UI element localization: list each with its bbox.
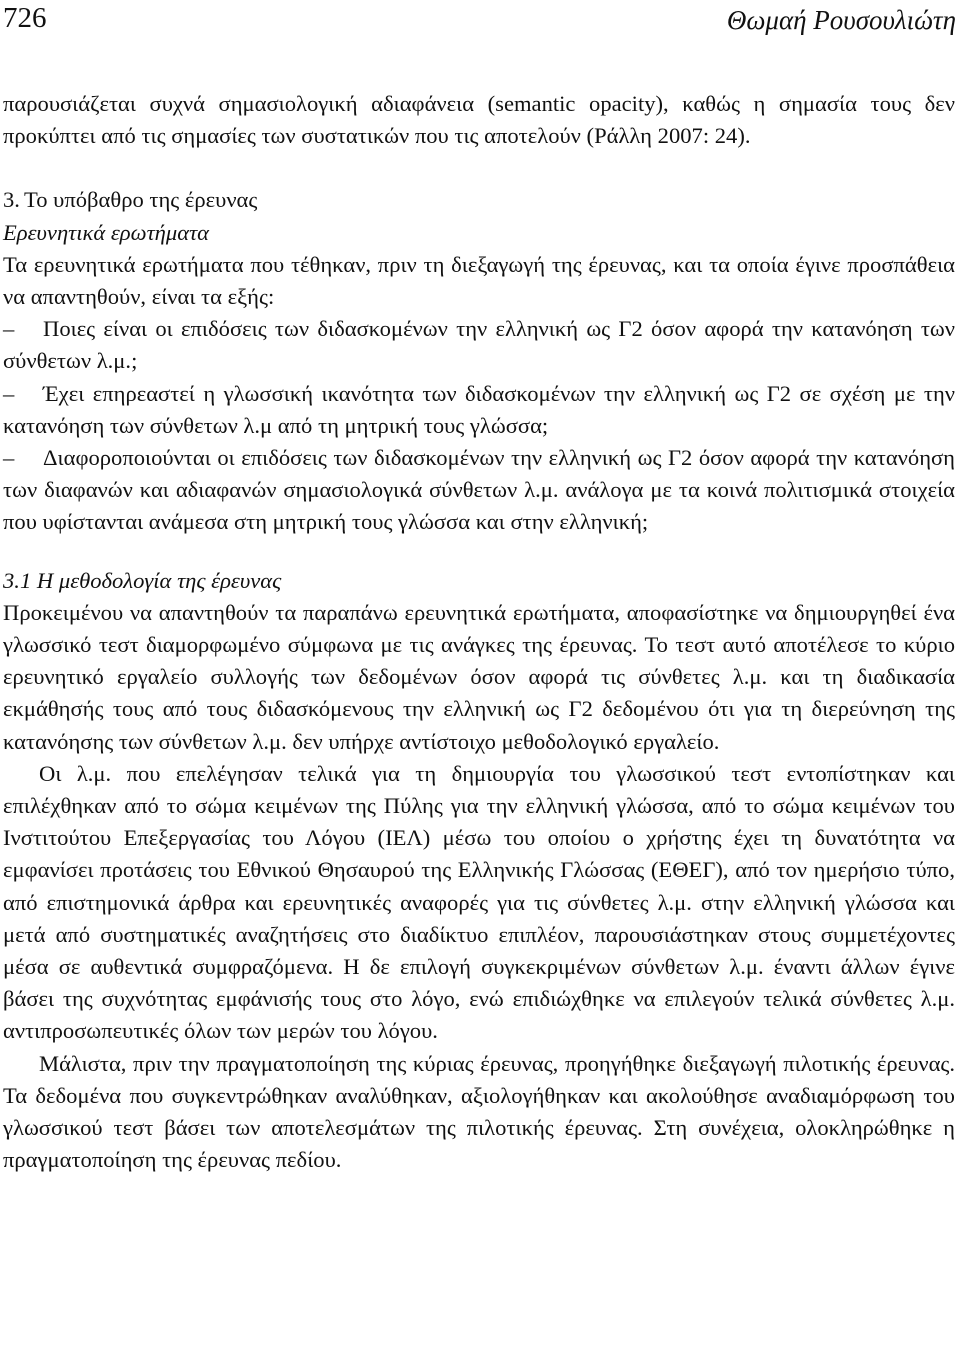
section-title: Το υπόβαθρο της έρευνας xyxy=(23,187,258,213)
dash-marker: – xyxy=(3,380,15,406)
subsection-heading: 3.1 Η μεθοδολογία της έρευνας xyxy=(3,567,282,593)
dash-marker: – xyxy=(3,445,15,471)
section-heading xyxy=(3,184,955,216)
methodology-paragraph-1: Προκειμένου να απαντηθούν τα παραπάνω ερευνητικά ερωτήματα, αποφασίστηκε να δημιουργηθεί ένα γλωσσικό τεστ διαμορφωμένο σύμφωνα με τις ανάγκες της έρευνας. Το τεστ αυτό αποτέλεσε το κύριο ερευνητικό εργαλείο συλλογής των δεδομένων όσον αφορά τις σύνθετες λ.μ. και τη διαδικασία εκμάθησής τους από τους διδασκόμενους την ελληνική ως Γ2 δεδομένου ότι για τη διερεύνηση της κατανόησης των σύνθετων λ.μ. δεν υπήρχε αντίστοιχο μεθοδολογικό εργαλείο. xyxy=(3,599,955,754)
question-text: Έχει επηρεαστεί η γλωσσική ικανότητα των διδασκομένων την ελληνική ως Γ2 σε σχέση με την κατανόηση των σύνθετων λ.μ από τη μητρική τους γλώσσα; xyxy=(3,380,955,438)
body-text xyxy=(3,88,955,1177)
section-number: 3. xyxy=(3,187,20,213)
subheading-research-questions: Ερευνητικά ερωτήματα xyxy=(3,219,210,245)
research-question-3 xyxy=(3,442,955,539)
dash-marker: – xyxy=(3,316,15,342)
research-questions-lead: Τα ερευνητικά ερωτήματα που τέθηκαν, πριν τη διεξαγωγή της έρευνας, και τα οποία έγινε προσπάθεια να απαντηθούν, είναι τα εξής: xyxy=(3,251,955,310)
question-text: Ποιες είναι οι επιδόσεις των διδασκομένων την ελληνική ως Γ2 όσον αφορά την κατανόηση των σύνθετων λ.μ.; xyxy=(3,316,955,374)
question-text: Διαφοροποιούνται οι επιδόσεις των διδασκομένων την ελληνική ως Γ2 όσον αφορά την κατανόηση των διαφανών και αδιαφανών σημασιολογικά σύνθετων λ.μ. ανάλογα με τα κοινά πολιτισμικά στοιχεία που υφίστανται ανάμεσα στη μητρική τους γλώσσα και στην ελληνική; xyxy=(3,445,955,535)
running-head: Θωμαή Ρουσουλιώτη xyxy=(726,5,956,35)
intro-paragraph: παρουσιάζεται συχνά σημασιολογική αδιαφάνεια (semantic opacity), καθώς η σημασία τους δεν προκύπτει από τις σημασίες των συστατικών που τις αποτελούν (Ράλλη 2007: 24). xyxy=(3,91,955,149)
research-question-1 xyxy=(3,313,955,377)
research-question-2 xyxy=(3,378,955,442)
page-number: 726 xyxy=(3,2,47,34)
methodology-paragraph-2: Οι λ.μ. που επελέγησαν τελικά για τη δημιουργία του γλωσσικού τεστ εντοπίστηκαν και επιλέχθηκαν από το σώμα κειμένων της Πύλης για την ελληνική γλώσσα, από το σώμα κειμένων του Ινστιτούτου Επεξεργασίας του Λόγου (ΙΕΛ) μέσω του οποίου ο χρήστης έχει τη δυνατότητα να εμφανίσει προτάσεις του Εθνικού Θησαυρού της Ελληνικής Γλώσσας (ΕΘΕΓ), από τον ημερήσιο τύπο, από επιστημονικά άρθρα και ερευνητικές αναφορές για τις σύνθετες λ.μ. στην ελληνική γλώσσα και μετά από συστηματικές αναζητήσεις στο διαδίκτυο επιπλέον, παρουσιάστηκαν στους συμμετέχοντες μέσα σε αυθεντικά συμφραζόμενα. Η δε επιλογή συγκεκριμένων σύνθετων λ.μ. έναντι άλλων έγινε βάσει της συχνότητας εμφάνισής τους στο λόγο, ενώ επιδιώχθηκε να επιλεγούν τελικά σύνθετες λ.μ. αντιπροσωπευτικές όλων των μερών του λόγου. xyxy=(3,760,955,1044)
methodology-paragraph-3: Μάλιστα, πριν την πραγματοποίηση της κύριας έρευνας, προηγήθηκε διεξαγωγή πιλοτικής έρευνας. Τα δεδομένα που συγκεντρώθηκαν αναλύθηκαν, αξιολογήθηκαν και ακολούθησε αναδιαμόρφωση του γλωσσικού τεστ βάσει των αποτελεσμάτων της πιλοτικής έρευνας. Στη συνέχεια, ολοκληρώθηκε η πραγματοποίηση της έρευνας πεδίου. xyxy=(3,1050,955,1173)
page-header xyxy=(0,2,960,42)
